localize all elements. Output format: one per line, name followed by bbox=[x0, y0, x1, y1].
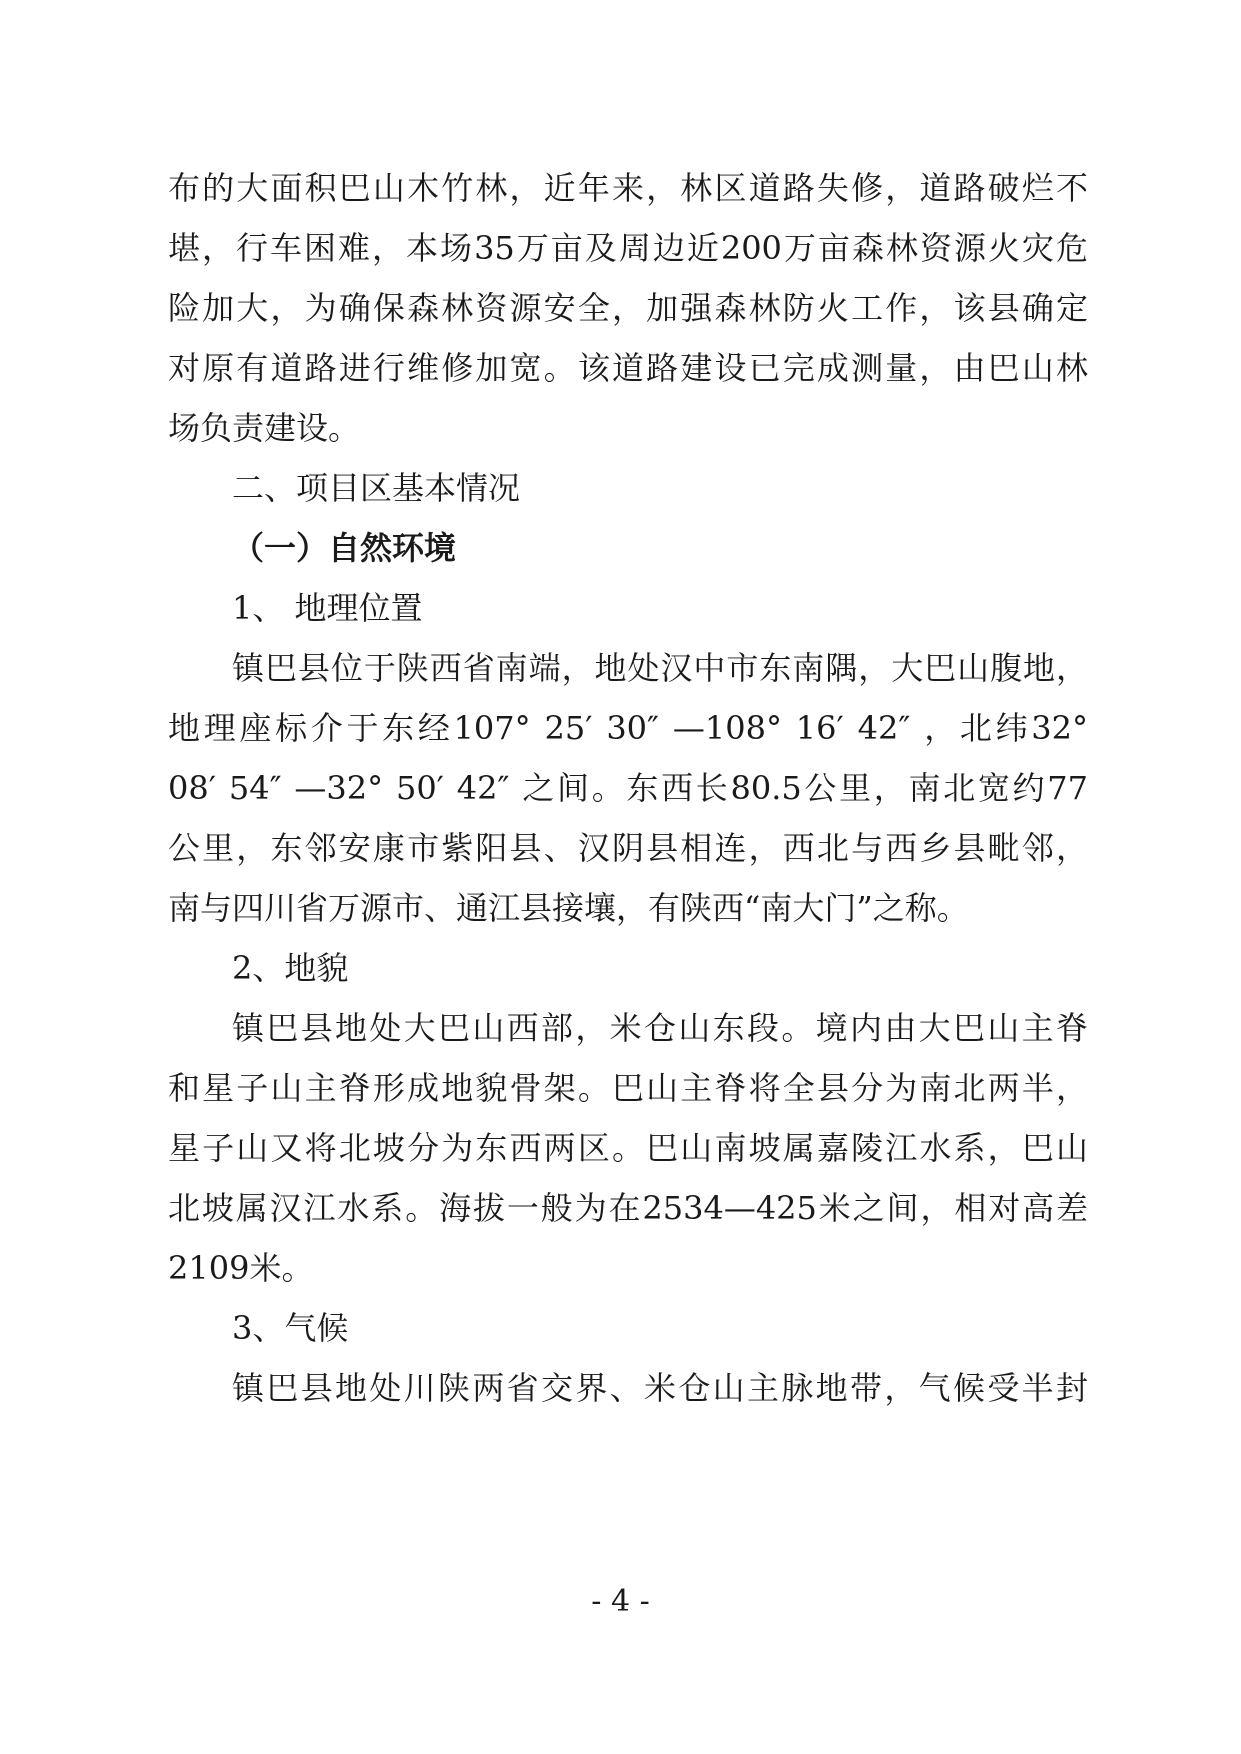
paragraph-line: 和星子山主脊形成地貌骨架。巴山主脊将全县分为南北两半， bbox=[168, 1069, 1088, 1107]
section-heading: 二、项目区基本情况 bbox=[232, 469, 521, 507]
paragraph-line: 布的大面积巴山木竹林，近年来，林区道路失修，道路破烂不 bbox=[168, 169, 1088, 207]
page-number: - 4 - bbox=[591, 1584, 650, 1619]
paragraph-line: 镇巴县地处大巴山西部，米仓山东段。境内由大巴山主脊 bbox=[232, 1009, 1088, 1047]
paragraph-line: 镇巴县地处川陕两省交界、米仓山主脉地带，气候受半封 bbox=[232, 1369, 1088, 1407]
item-heading: 3、气候 bbox=[232, 1309, 349, 1347]
paragraph-line: 场负责建设。 bbox=[168, 409, 361, 447]
paragraph-line: 镇巴县位于陕西省南端，地处汉中市东南隅，大巴山腹地， bbox=[232, 649, 1088, 687]
paragraph-line: 对原有道路进行维修加宽。该道路建设已完成测量，由巴山林 bbox=[168, 349, 1088, 387]
subsection-heading: （一）自然环境 bbox=[232, 529, 457, 567]
paragraph-line: 地理座标介于东经107° 25′ 30″ —108° 16′ 42″ ，北纬32° bbox=[168, 709, 1088, 747]
paragraph-line: 堪，行车困难，本场35万亩及周边近200万亩森林资源火灾危 bbox=[168, 229, 1088, 267]
item-heading: 2、地貌 bbox=[232, 949, 349, 987]
paragraph-line: 星子山又将北坡分为东西两区。巴山南坡属嘉陵江水系，巴山 bbox=[168, 1129, 1088, 1167]
paragraph-line: 2109米。 bbox=[168, 1249, 314, 1287]
paragraph-line: 南与四川省万源市、通江县接壤，有陕西“南大门”之称。 bbox=[168, 889, 969, 927]
paragraph-line: 08′ 54″ —32° 50′ 42″ 之间。东西长80.5公里，南北宽约77 bbox=[168, 769, 1088, 807]
paragraph-line: 公里，东邻安康市紫阳县、汉阴县相连，西北与西乡县毗邻， bbox=[168, 829, 1088, 867]
paragraph-line: 险加大，为确保森林资源安全，加强森林防火工作，该县确定 bbox=[168, 289, 1088, 327]
paragraph-line: 北坡属汉江水系。海拔一般为在2534—425米之间，相对高差 bbox=[168, 1189, 1088, 1227]
item-heading: 1、 地理位置 bbox=[232, 589, 423, 627]
